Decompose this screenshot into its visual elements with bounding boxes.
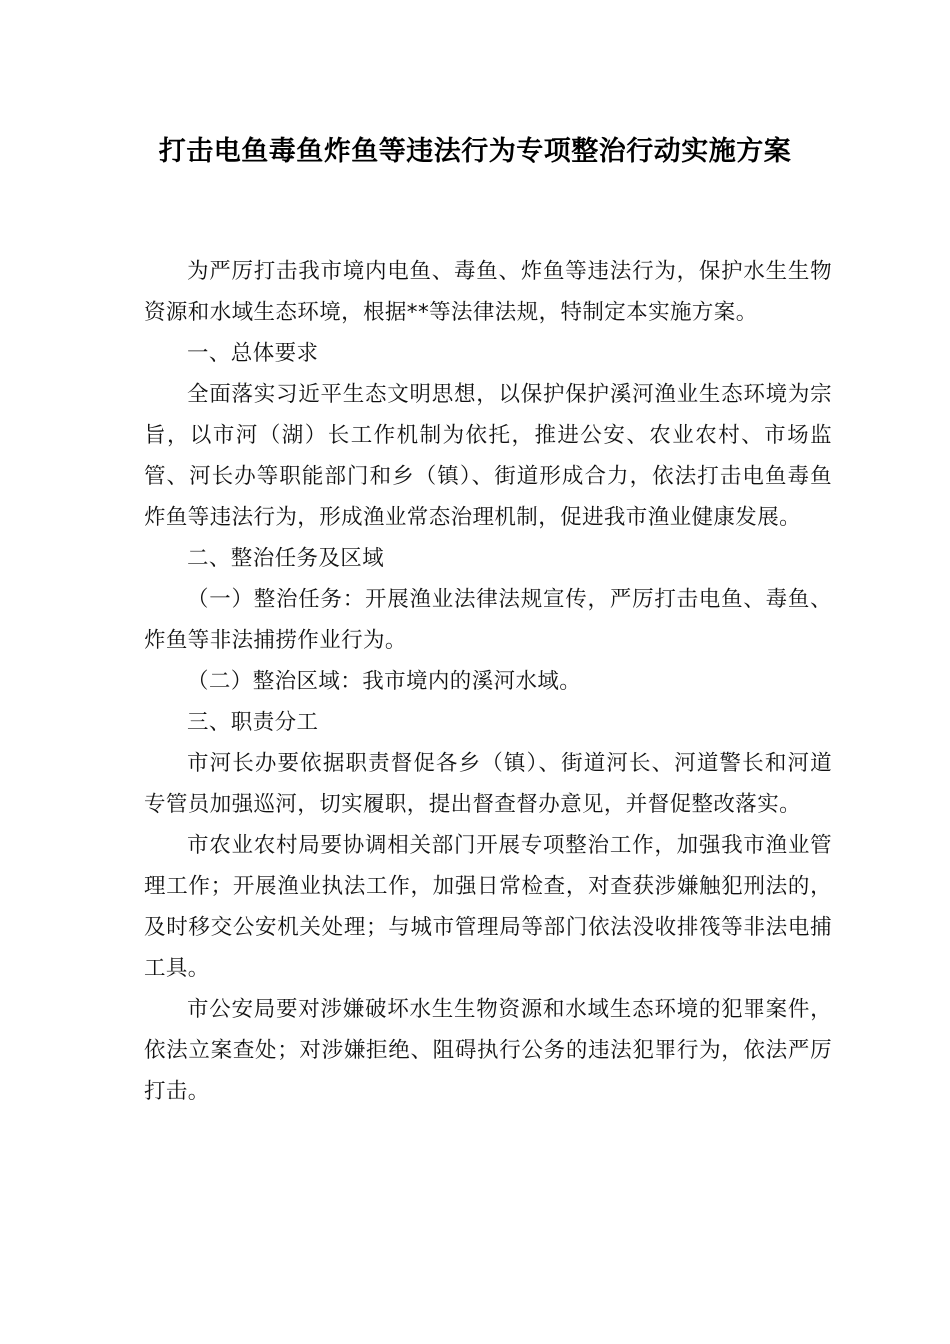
section-3-paragraph-1: 市河长办要依据职责督促各乡（镇）、街道河长、河道警长和河道专管员加强巡河，切实履职，提出督查督办意见，并督促整改落实。: [144, 751, 832, 817]
section-1-heading: 一、总体要求: [187, 341, 319, 366]
section-3-paragraph-2: 市农业农村局要协调相关部门开展专项整治工作，加强我市渔业管理工作；开展渔业执法工作，加强日常检查，对查获涉嫌触犯刑法的，及时移交公安机关处理；与城市管理局等部门依法没收排筏等非法电捕工具。: [144, 833, 832, 981]
section-3-heading: 三、职责分工: [187, 710, 319, 735]
section-3-paragraph-3: 市公安局要对涉嫌破坏水生生物资源和水域生态环境的犯罪案件，依法立案查处；对涉嫌拒绝、阻碍执行公务的违法犯罪行为，依法严厉打击。: [144, 997, 832, 1104]
section-2-item-1: （一）整治任务：开展渔业法律法规宣传，严厉打击电鱼、毒鱼、炸鱼等非法捕捞作业行为。: [144, 587, 832, 653]
section-2-heading: 二、整治任务及区域: [187, 546, 385, 571]
document-title: 打击电鱼毒鱼炸鱼等违法行为专项整治行动实施方案: [158, 136, 792, 167]
section-2-item-2: （二）整治区域：我市境内的溪河水域。: [187, 669, 582, 694]
section-1-paragraph: 全面落实习近平生态文明思想，以保护保护溪河渔业生态环境为宗旨，以市河（湖）长工作机制为依托，推进公安、农业农村、市场监管、河长办等职能部门和乡（镇）、街道形成合力，依法打击电鱼毒鱼炸鱼等违法行为，形成渔业常态治理机制，促进我市渔业健康发展。: [144, 382, 832, 530]
intro-paragraph: 为严厉打击我市境内电鱼、毒鱼、炸鱼等违法行为，保护水生生物资源和水域生态环境，根据**等法律法规，特制定本实施方案。: [144, 259, 832, 325]
document-body: [144, 251, 832, 1112]
